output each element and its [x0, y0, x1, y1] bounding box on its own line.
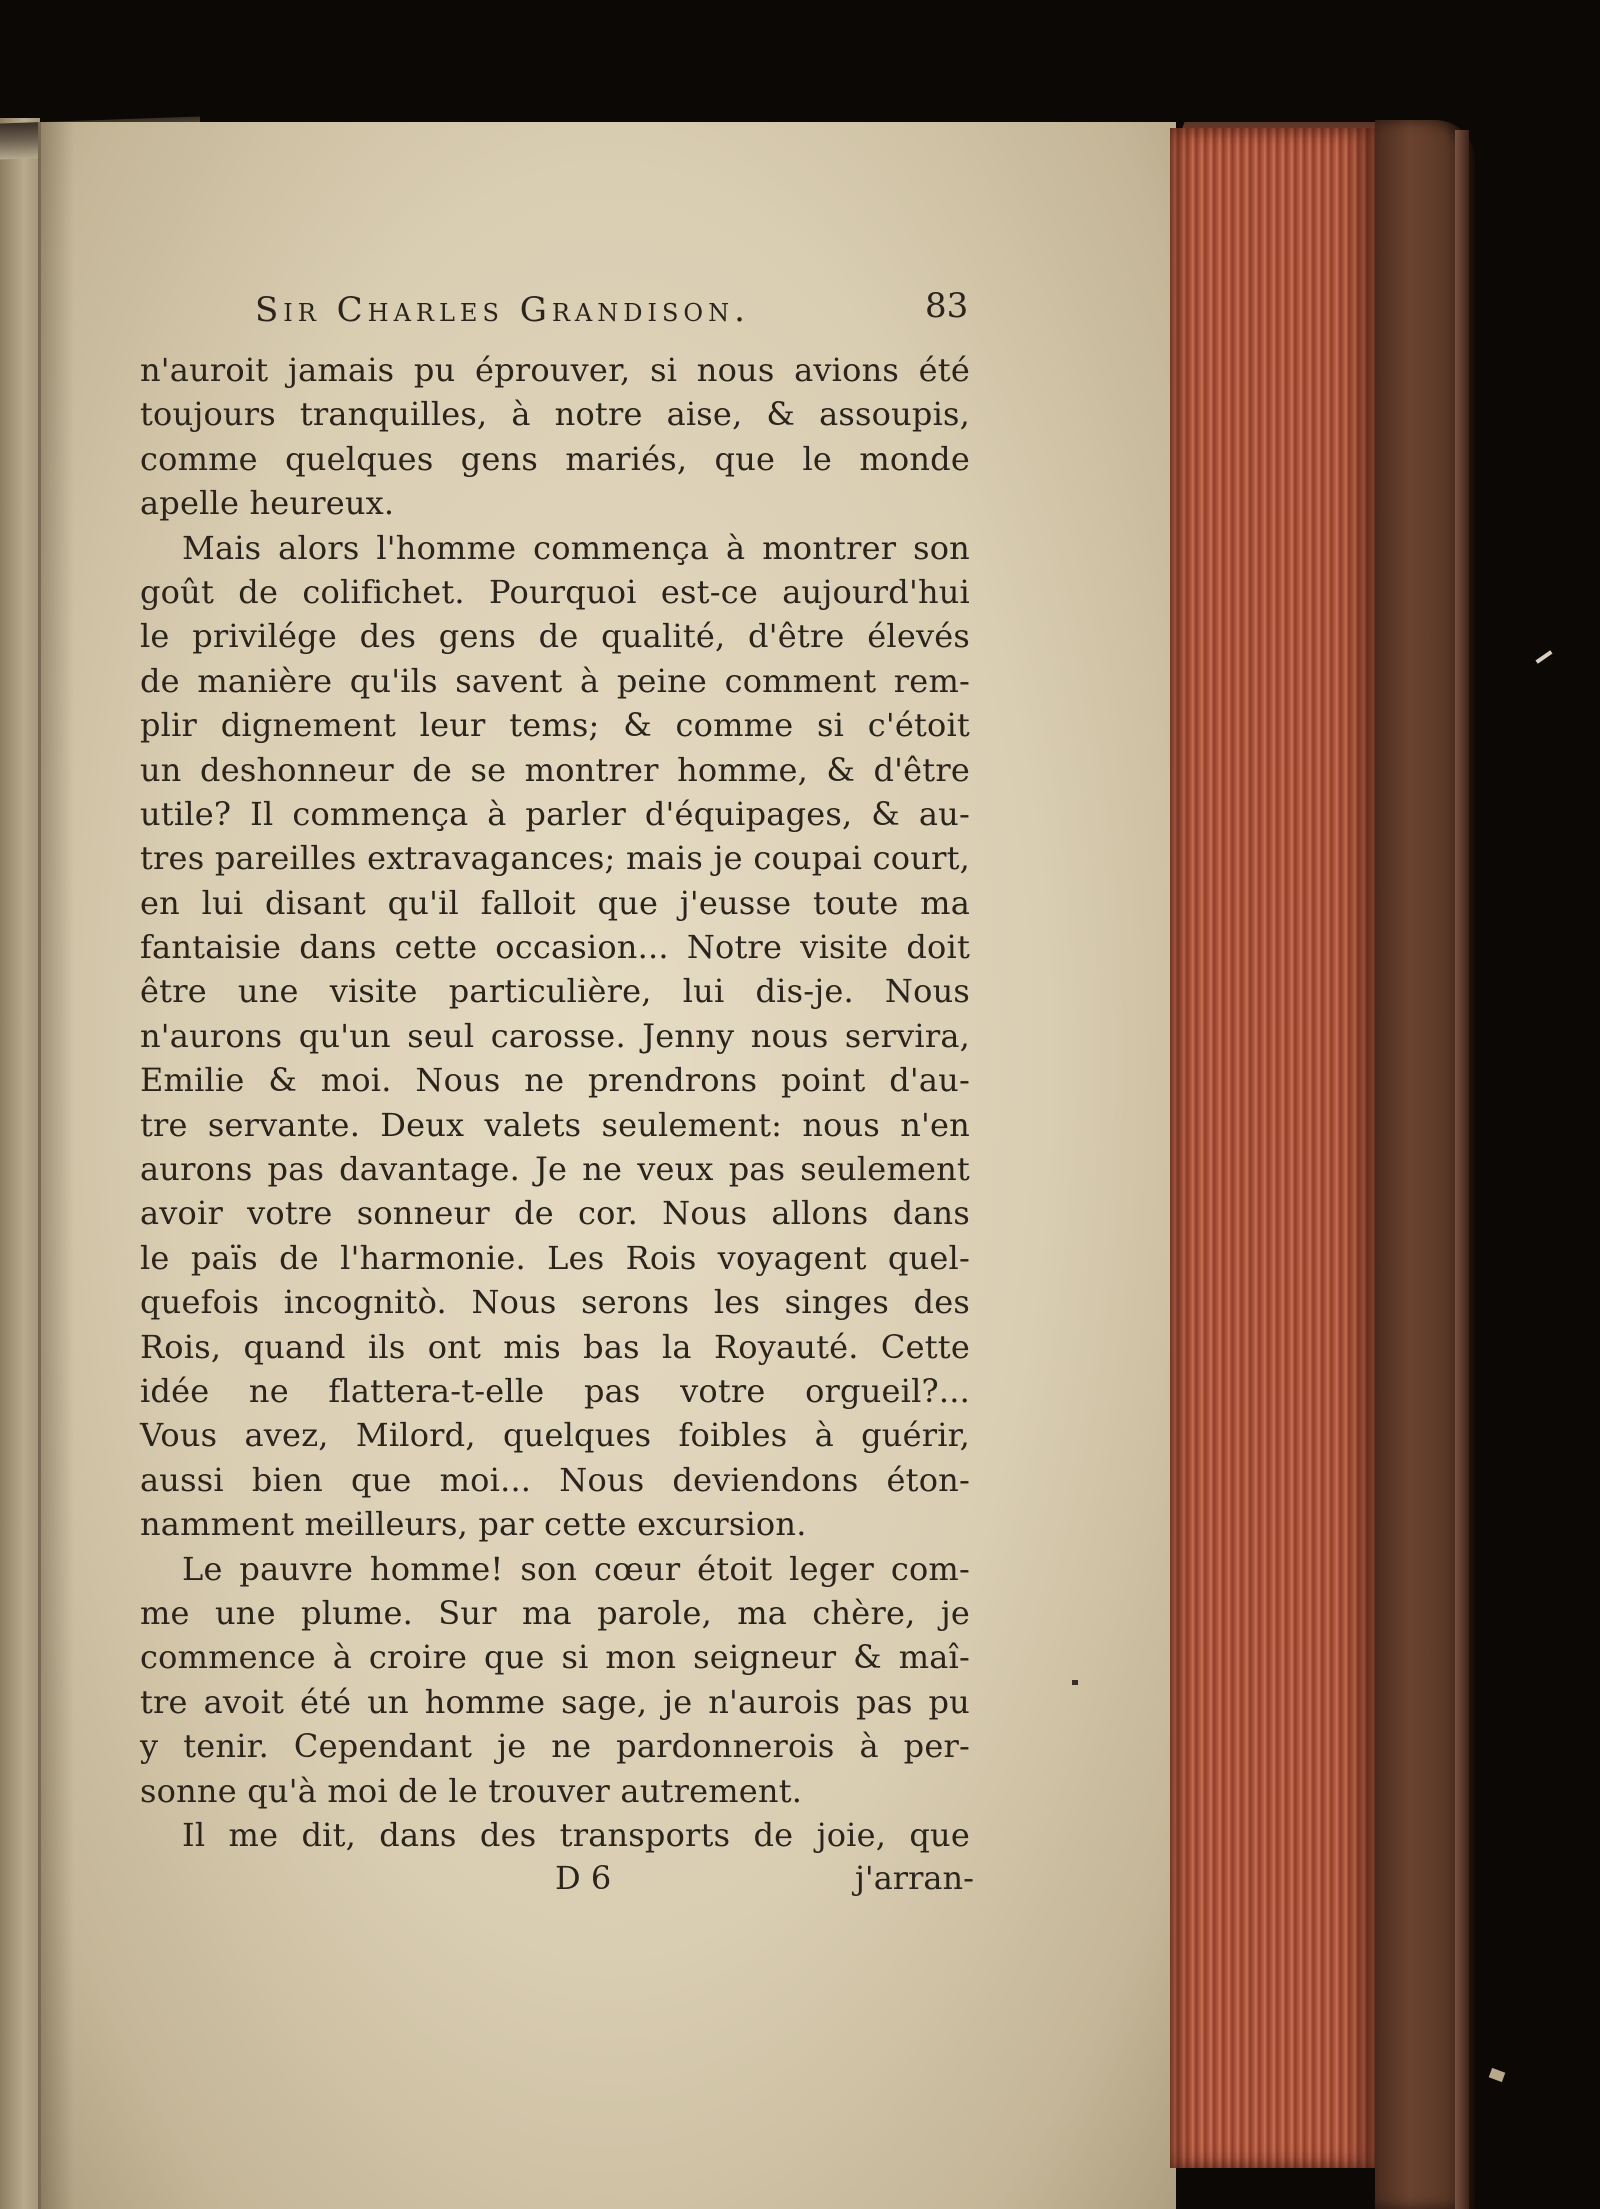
text-line: y tenir. Cependant je ne pardonnerois à per-	[140, 1727, 970, 1766]
text-line: plir dignement leur tems; & comme si c'étoit	[140, 706, 970, 745]
text-line: Vous avez, Milord, quelques foibles à guérir,	[140, 1416, 970, 1455]
text-line: Rois, quand ils ont mis bas la Royauté. Cette	[140, 1327, 970, 1366]
text-line: de manière qu'ils savent à peine comment rem-	[140, 661, 970, 700]
text-line: commence à croire que si mon seigneur & maî-	[140, 1638, 970, 1677]
text-line: être une visite particulière, lui dis-je. Nous	[140, 972, 970, 1011]
text-line: avoir votre sonneur de cor. Nous allons dans	[140, 1194, 970, 1233]
text-line: me une plume. Sur ma parole, ma chère, je	[140, 1593, 970, 1632]
margin-speck	[1535, 650, 1552, 664]
text-line: le païs de l'harmonie. Les Rois voyagent quel-	[140, 1238, 970, 1277]
text-line: le privilége des gens de qualité, d'être élevés	[140, 617, 970, 656]
text-line: n'aurons qu'un seul carosse. Jenny nous servira,	[140, 1016, 970, 1055]
catchword: j'arran-	[855, 1859, 974, 1898]
left-page-edge	[0, 118, 40, 2209]
text-line: Emilie & moi. Nous ne prendrons point d'au-	[140, 1061, 970, 1100]
text-line: tre servante. Deux valets seulement: nous n'en	[140, 1105, 970, 1144]
text-line: goût de colifichet. Pourquoi est-ce aujourd'hui	[140, 572, 970, 611]
running-head	[140, 286, 990, 346]
cover-edge	[1455, 130, 1469, 2209]
text-line: aurons pas davantage. Je ne veux pas seulement	[140, 1150, 970, 1189]
margin-speck	[1489, 2068, 1506, 2082]
text-line: n'auroit jamais pu éprouver, si nous avions été	[140, 351, 970, 389]
text-line: en lui disant qu'il falloit que j'eusse toute ma	[140, 883, 970, 922]
text-line: namment meilleurs, par cette excursion.	[140, 1505, 807, 1544]
signature-mark: D 6	[555, 1859, 612, 1898]
text-line: fantaisie dans cette occasion... Notre visite doit	[140, 928, 970, 967]
text-line: quefois incognitò. Nous serons les singes des	[140, 1283, 970, 1322]
page-number: 83	[925, 286, 969, 326]
running-head-title: Sir Charles Grandison.	[255, 290, 750, 330]
text-line: Mais alors l'homme commença à montrer son	[182, 528, 970, 567]
text-line: apelle heureux.	[140, 484, 395, 523]
text-line: idée ne flattera-t-elle pas votre orgueil?...	[140, 1371, 970, 1410]
margin-speck	[1072, 1680, 1078, 1685]
text-line: tres pareilles extravagances; mais je coupai court,	[140, 839, 970, 878]
text-line: tre avoit été un homme sage, je n'aurois pas pu	[140, 1682, 970, 1721]
text-line: sonne qu'à moi de le trouver autrement.	[140, 1771, 803, 1810]
text-line: Le pauvre homme! son cœur étoit leger com-	[182, 1549, 970, 1588]
fore-edge-red-pages	[1170, 128, 1380, 2168]
text-line: un deshonneur de se montrer homme, & d'être	[140, 750, 970, 789]
text-block	[140, 286, 990, 1905]
text-line: comme quelques gens mariés, que le monde	[140, 439, 970, 478]
page-gutter-shadow	[38, 122, 74, 2209]
text-line: toujours tranquilles, à notre aise, & assoupis,	[140, 395, 970, 434]
text-line: utile? Il commença à parler d'équipages, & au-	[140, 794, 970, 833]
text-line: aussi bien que moi... Nous deviendons éton-	[140, 1460, 970, 1499]
page-footer	[140, 1857, 990, 1905]
text-line: Il me dit, dans des transports de joie, que	[182, 1815, 970, 1854]
